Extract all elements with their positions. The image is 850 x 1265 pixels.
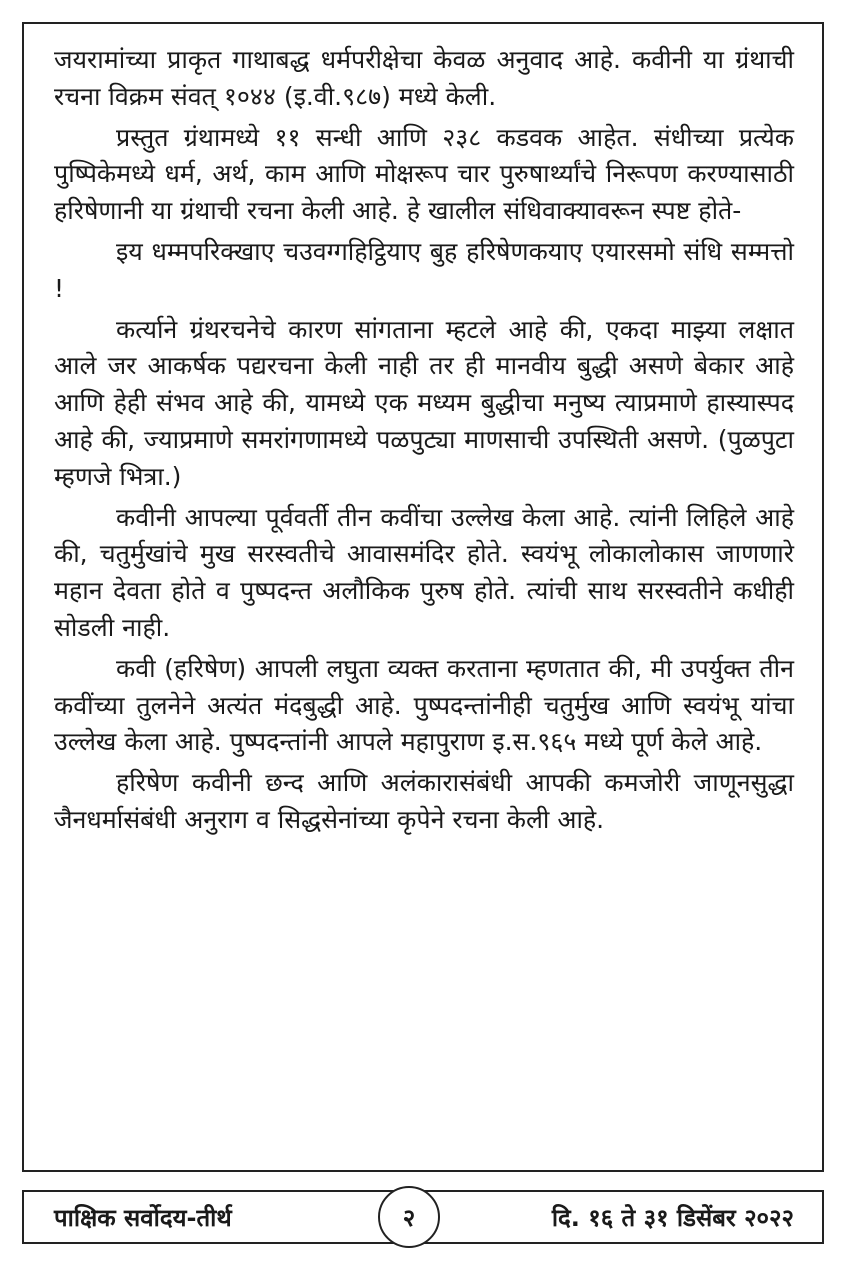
issue-date: दि. १६ ते ३१ डिसेंबर २०२२ [551, 1204, 794, 1232]
article-body [22, 22, 824, 1172]
paragraph-sandhi-quote: इय धम्मपरिक्खाए चउवग्गहिट्ठियाए बुह हरिषेणकयाए एयारसमो संधि सम्मत्तो ! [54, 236, 794, 303]
publication-name: पाक्षिक सर्वोदय-तीर्थ [54, 1204, 232, 1232]
paragraph-humility: कवी (हरिषेण) आपली लघुता व्यक्त करताना म्हणतात की, मी उपर्युक्त तीन कवींच्या तुलनेने अत्यंत मंदबुद्धी आहे. पुष्पदन्तांनीही चतुर्मुख आणि स्वयंभू यांचा उल्लेख केला आहे. पुष्पदन्तांनी आपले महापुराण इ.स.९६५ मध्ये पूर्ण केले आहे. [54, 653, 794, 757]
paragraph-continuation: जयरामांच्या प्राकृत गाथाबद्ध धर्मपरीक्षेचा केवळ अनुवाद आहे. कवीनी या ग्रंथाची रचना विक्रम संवत् १०४४ (इ.वी.९८७) मध्ये केली. [54, 45, 794, 111]
paragraph-predecessor-poets: कवीनी आपल्या पूर्ववर्ती तीन कवींचा उल्लेख केला आहे. त्यांनी लिहिले आहे की, चतुर्मुखांचे मुख सरस्वतीचे आवासमंदिर होते. स्वयंभू लोकालोकास जाणणारे महान देवता होते व पुष्पदन्त अलौकिक पुरुष होते. त्यांची साथ सरस्वतीने कधीही सोडली नाही. [54, 502, 794, 642]
paragraph-author-reason: कर्त्याने ग्रंथरचनेचे कारण सांगताना म्हटले आहे की, एकदा माझ्या लक्षात आले जर आकर्षक पद्यरचना केली नाही तर ही मानवीय बुद्धी असणे बेकार आहे आणि हेही संभव आहे की, यामध्ये एक मध्यम बुद्धीचा मनुष्य त्याप्रमाणे हास्यास्पद आहे की, ज्याप्रमाणे समरांगणामध्ये पळपुट्या माणसाची उपस्थिती असणे. (पुळपुटा म्हणजे भित्रा.) [54, 314, 794, 491]
page-number: २ [378, 1186, 440, 1248]
paragraph-sandhi-count: प्रस्तुत ग्रंथामध्ये ११ सन्धी आणि २३८ कडवक आहेत. संधीच्या प्रत्येक पुष्पिकेमध्ये धर्म, अर्थ, काम आणि मोक्षरूप चार पुरुषार्थ्यांचे निरूपण करण्यासाठी हरिषेणानी या ग्रंथाची रचना केली आहे. हे खालील संधिवाक्यावरून स्पष्ट होते- [54, 122, 794, 226]
paragraph-conclusion: हरिषेण कवीनी छन्द आणि अलंकारासंबंधी आपकी कमजोरी जाणूनसुद्धा जैनधर्मासंबंधी अनुराग व सिद्धसेनांच्या कृपेने रचना केली आहे. [54, 768, 794, 834]
